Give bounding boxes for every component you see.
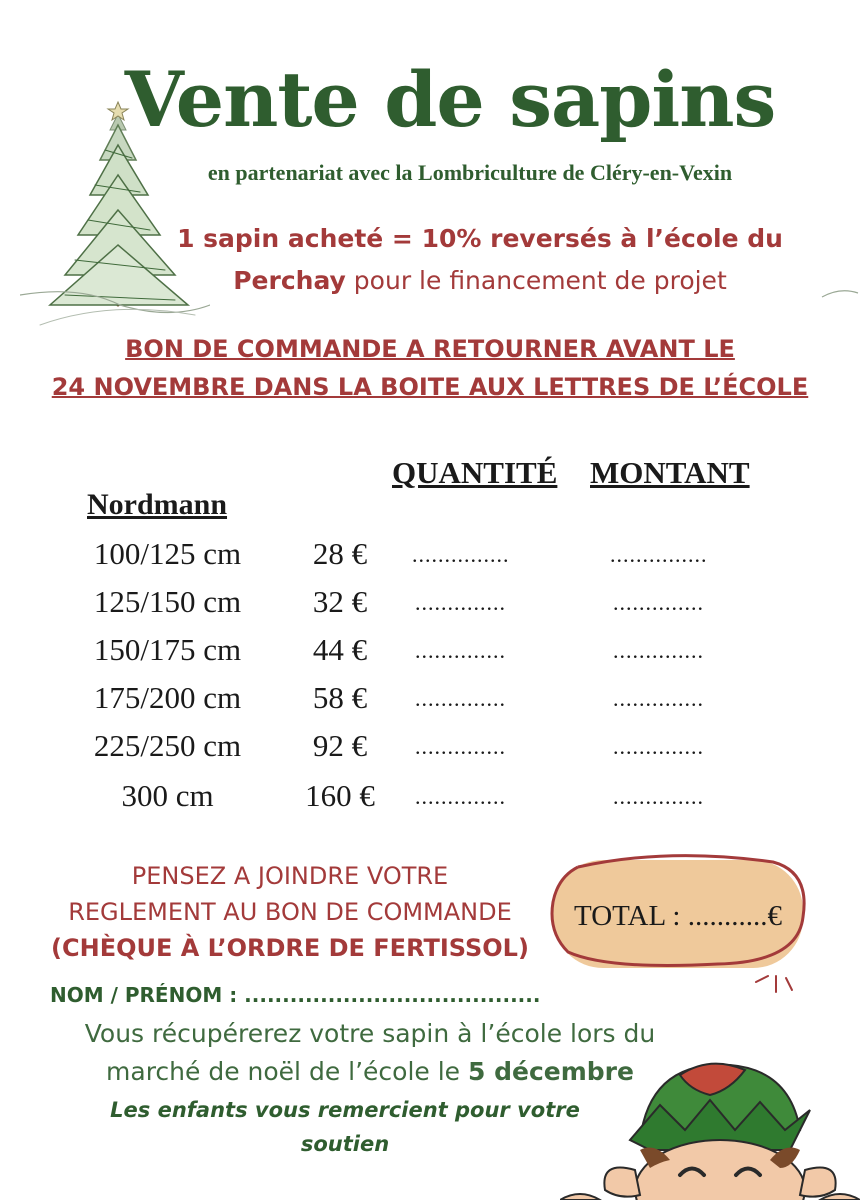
row-size: 100/125 cm [93, 536, 242, 571]
row-price: 44 € [312, 632, 368, 667]
elf-icon [560, 1050, 860, 1200]
row-price: 28 € [312, 536, 368, 571]
row-size: 300 cm [121, 778, 214, 813]
thanks-line-2: soutien [300, 1132, 390, 1156]
reminder-line-2: REGLEMENT AU BON DE COMMANDE [68, 898, 512, 926]
quantity-field[interactable]: .............. [415, 686, 506, 711]
quantity-field[interactable]: .............. [415, 784, 506, 809]
table-row [0, 778, 860, 826]
row-price: 160 € [305, 778, 375, 813]
deadline-line-1: BON DE COMMANDE A RETOURNER AVANT LE [125, 335, 735, 363]
amount-field[interactable]: .............. [613, 734, 704, 759]
row-size: 150/175 cm [93, 632, 242, 667]
row-price: 92 € [312, 728, 368, 763]
pickup-line-2: marché de noël de l’école le [106, 1057, 469, 1086]
donation-promo [140, 218, 820, 302]
amount-field[interactable]: ............... [610, 542, 708, 567]
variety-label: Nordmann [87, 488, 228, 521]
amount-field[interactable]: .............. [613, 638, 704, 663]
order-deadline [0, 330, 860, 406]
row-price: 58 € [312, 680, 368, 715]
table-row [0, 728, 860, 776]
amount-field[interactable]: .............. [613, 784, 704, 809]
table-row [0, 632, 860, 680]
page-title: Vente de sapins [124, 55, 776, 144]
quantity-field[interactable]: .............. [415, 590, 506, 615]
promo-line-1: 1 sapin acheté = 10% reversés à l’école du [177, 224, 783, 253]
promo-school-name: Perchay [233, 266, 346, 295]
row-size: 175/200 cm [93, 680, 242, 715]
thanks-line-1: Les enfants vous remercient pour votre [110, 1098, 580, 1122]
pickup-date: 5 décembre [468, 1057, 634, 1086]
sparkle-icon [750, 972, 800, 998]
table-row [0, 584, 860, 632]
name-field[interactable]: NOM / PRÉNOM : ....................................... [50, 983, 541, 1007]
total-field[interactable]: TOTAL : ...........€ [574, 900, 782, 932]
row-price: 32 € [312, 584, 368, 619]
reminder-line-1: PENSEZ A JOINDRE VOTRE [131, 862, 449, 890]
quantity-column-header: QUANTITÉ [392, 455, 558, 490]
promo-line-2: pour le financement de projet [345, 266, 727, 295]
reminder-line-3: (CHÈQUE À L’ORDRE DE FERTISSOL) [51, 934, 529, 962]
quantity-field[interactable]: .............. [415, 734, 506, 759]
quantity-field[interactable]: .............. [415, 638, 506, 663]
snow-ground-icon [820, 285, 860, 305]
amount-field[interactable]: .............. [613, 686, 704, 711]
row-size: 125/150 cm [93, 584, 242, 619]
row-size: 225/250 cm [93, 728, 242, 763]
quantity-field[interactable]: ............... [412, 542, 510, 567]
table-row [0, 680, 860, 728]
amount-column-header: MONTANT [590, 455, 750, 490]
thanks-message [95, 1093, 595, 1161]
table-row [0, 536, 860, 584]
amount-field[interactable]: .............. [613, 590, 704, 615]
partner-subtitle: en partenariat avec la Lombriculture de Cléry-en-Vexin [207, 160, 733, 185]
pickup-line-1: Vous récupérerez votre sapin à l’école lors du [84, 1019, 656, 1048]
payment-reminder [40, 858, 540, 966]
deadline-line-2: 24 NOVEMBRE DANS LA BOITE AUX LETTRES DE L’ÉCOLE [51, 373, 809, 401]
